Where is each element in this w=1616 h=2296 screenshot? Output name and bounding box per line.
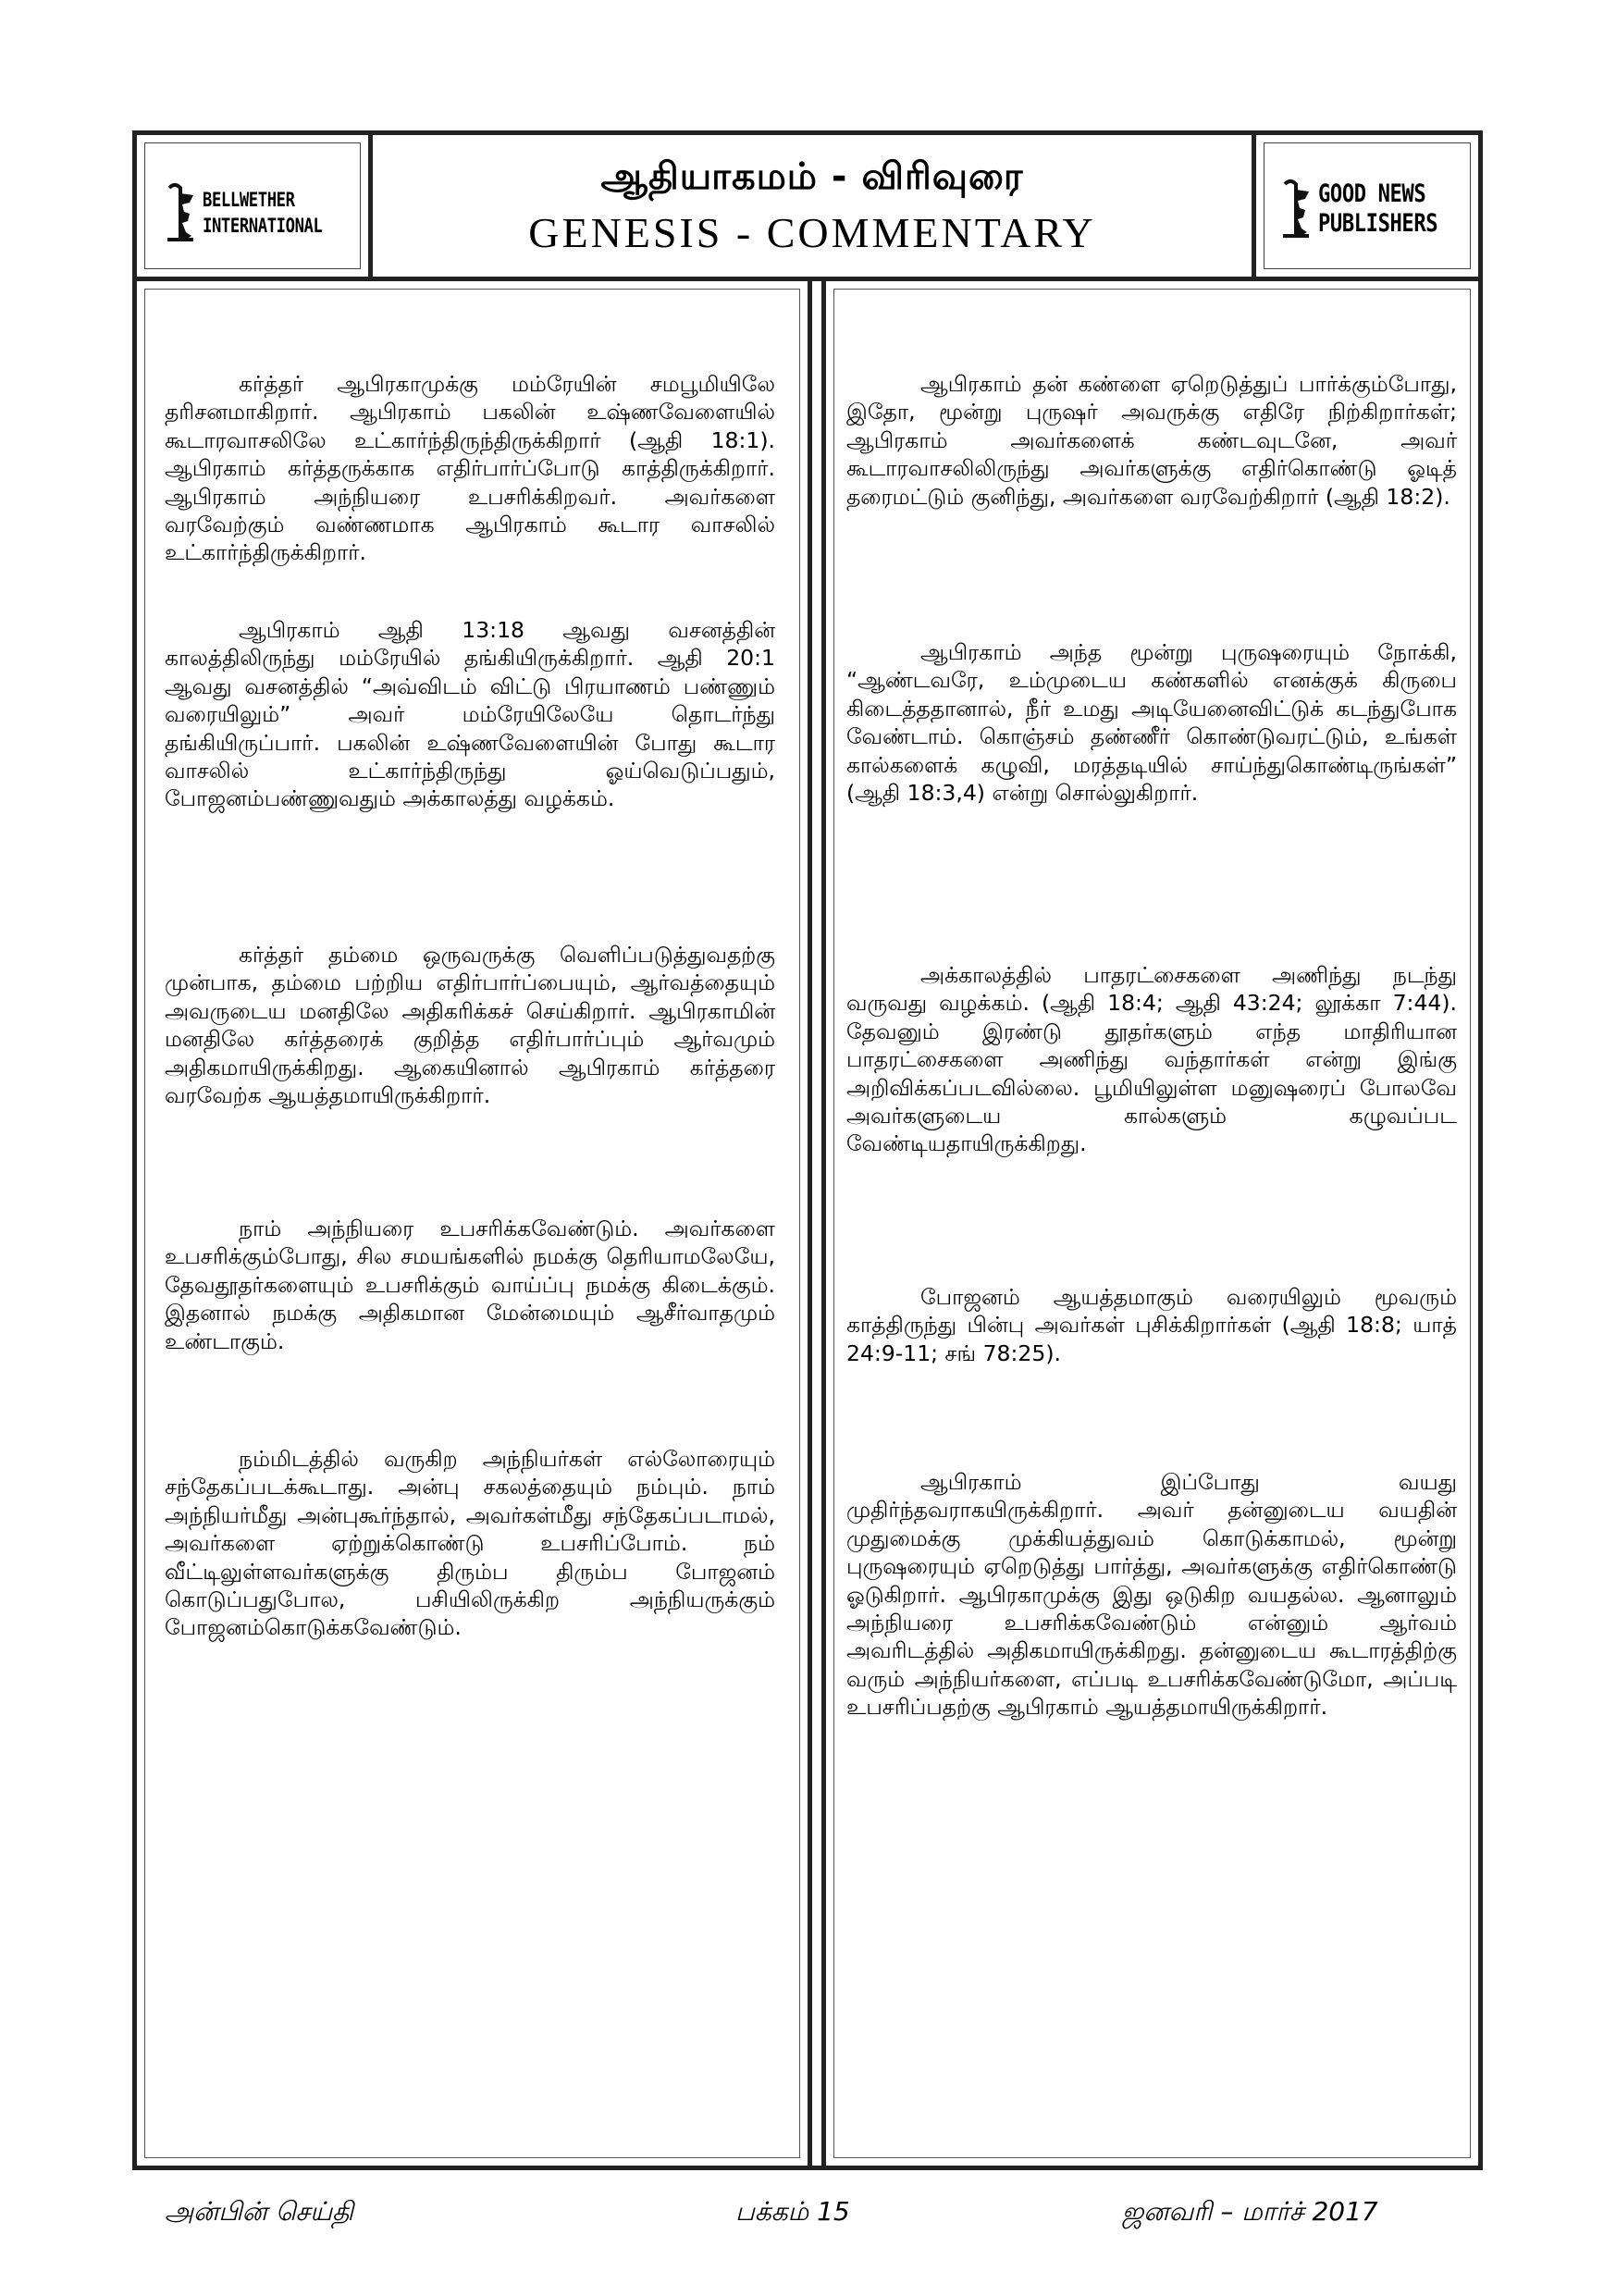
right-column-box [833,289,1471,2158]
footer-magazine-name: அன்பின் செய்தி [165,2196,354,2227]
bellwether-logo-line2: INTERNATIONAL [203,215,323,237]
paragraph-text: கர்த்தர் ஆபிரகாமுக்கு மம்ரேயின் சமபூமியிலே தரிசனமாகிறார். ஆபிரகாம் பகலின் உஷ்ணவேளையில் கூடாரவாசலிலே உட்கார்ந்திருந்திருக்கிறார் (ஆதி 18:1). ஆபிரகாம் கர்த்தருக்காக எதிர்பார்ப்போடு காத்திருக்கிறார். ஆபிரகாம் அந்நியரை உபசரிக்கிறவர். அவர்களை வரவேற்கும் வண்ணமாக ஆபிரகாம் கூடார வாசலில் உட்கார்ந்திருக்கிறார். [165,371,775,566]
left-column [137,281,812,2166]
footer-page-number: பக்கம் 15 [735,2196,850,2227]
bellwether-logo-line1: BELLWETHER [203,189,295,211]
shepherd-icon [1277,177,1314,241]
paragraph-text: நம்மிடத்தில் வருகிற அந்நியர்கள் எல்லோரையும் சந்தேகப்படக்கூடாது. அன்பு சகலத்தையும் நம்பும். நாம் அந்நியர்மீது அன்புகூர்ந்தால், அவர்கள்மீது சந்தேகப்படாமல், அவர்களை ஏற்றுக்கொண்டு உபசரிப்போம். நம் வீட்டிலுள்ளவர்களுக்கு திரும்ப திரும்ப போஜனம் கொடுப்பதுபோல, பசியிலிருக்கிற அந்நியருக்கும் போஜனம்கொடுக்கவேண்டும். [165,1446,775,1641]
paragraph [165,370,775,567]
paragraph [165,1215,775,1355]
good-news-logo-line1: GOOD NEWS [1318,179,1426,208]
header-title-cell [373,135,1252,277]
paragraph [165,616,775,813]
paragraph-text: ஆபிரகாம் அந்த மூன்று புருஷரையும் நோக்கி, “ஆண்டவரே, உம்முடைய கண்களில் எனக்குக் கிருபை கிடைத்ததானால், நீர் உமது அடியேனைவிட்டுக் கடந்துபோக வேண்டாம். கொஞ்சம் தண்ணீர் கொண்டுவரட்டும், உங்கள் கால்களைக் கழுவி, மரத்தடியில் சாய்ந்துகொண்டிருங்கள்” (ஆதி 18:3,4) என்று சொல்லுகிறார். [846,639,1457,807]
paragraph [846,961,1457,1158]
footer-date: ஜனவரி – மார்ச் 2017 [1122,2196,1378,2227]
paragraph-text: ஆபிரகாம் ஆதி 13:18 ஆவது வசனத்தின் காலத்திலிருந்து மம்ரேயில் தங்கியிருக்கிறார். ஆதி 20:1 ஆவது வசனத்தில் “அவ்விடம் விட்டு பிரயாணம் பண்ணும் வரையிலும்” அவர் மம்ரேயிலேயே தொடர்ந்து தங்கியிருப்பார். பகலின் உஷ்ணவேளையின் போது கூடார வாசலில் உட்கார்ந்திருந்து ஓய்வெடுப்பதும், போஜனம்பண்ணுவதும் அக்காலத்து வழக்கம். [165,617,775,812]
paragraph-text: அக்காலத்தில் பாதரட்சைகளை அணிந்து நடந்து வருவது வழக்கம். (ஆதி 18:4; ஆதி 43:24; லூக்கா 7:44). தேவனும் இரண்டு தூதர்களும் எந்த மாதிரியான பாதரட்சைகளை அணிந்து வந்தார்கள் என்று இங்கு அறிவிக்கப்படவில்லை. பூமியிலுள்ள மனுஷரைப் போலவே அவர்களுடைய கால்களும் கழுவப்பட வேண்டியதாயிருக்கிறது. [846,962,1457,1157]
good-news-logo [1277,177,1464,241]
page-header [137,135,1478,281]
page-frame [132,130,1483,2170]
paragraph-text: போஜனம் ஆயத்தமாகும் வரையிலும் மூவரும் காத்திருந்து பின்பு அவர்கள் புசிக்கிறார்கள் (ஆதி 18:8; யாத் 24:9-11; சங் 78:25). [846,1284,1457,1366]
paragraph [846,1283,1457,1367]
right-column [821,281,1478,2166]
paragraph-text: கர்த்தர் தம்மை ஒருவருக்கு வெளிப்படுத்துவதற்கு முன்பாக, தம்மை பற்றிய எதிர்பார்ப்பையும், ஆர்வத்தையும் அவருடைய மனதிலே அதிகரிக்கச் செய்கிறார். ஆபிரகாமின் மனதிலே கர்த்தரைக் குறித்த எதிர்பார்ப்பும் ஆர்வமும் அதிகமாயிருக்கிறது. ஆகையினால் ஆபிரகாம் கர்த்தரை வரவேற்க ஆயத்தமாயிருக்கிறார். [165,942,775,1109]
header-right-logo-cell [1252,135,1478,277]
good-news-logo-line2: PUBLISHERS [1318,209,1438,238]
header-left-logo-cell [137,135,373,277]
logo-box-right [1264,142,1471,269]
paragraph [846,370,1457,511]
title-english: GENESIS - COMMENTARY [528,209,1096,256]
paragraph [846,638,1457,807]
paragraph-text: ஆபிரகாம் இப்போது வயது முதிர்ந்தவராகயிருக்கிறார். அவர் தன்னுடைய வயதின் முதுமைக்கு முக்கியத்துவம் கொடுக்காமல், மூன்று புருஷரையும் ஏறெடுத்து பார்த்து, அவர்களுக்கு எதிர்கொண்டு ஓடுகிறார். ஆபிரகாமுக்கு இது ஒடுகிற வயதல்ல. ஆனாலும் அந்நியரை உபசரிக்கவேண்டும் என்னும் ஆர்வம் அவரிடத்தில் அதிகமாயிருக்கிறது. தன்னுடைய கூடாரத்திற்கு வரும் அந்நியர்களை, எப்படி உபசரிக்கவேண்டுமோ, அப்படி உபசரிப்பதற்கு ஆபிரகாம் ஆயத்தமாயிருக்கிறார். [846,1469,1457,1721]
paragraph-text: நாம் அந்நியரை உபசரிக்கவேண்டும். அவர்களை உபசரிக்கும்போது, சில சமயங்களில் நமக்கு தெரியாமலேயே, தேவதூதர்களையும் உபசரிக்கும் வாய்ப்பு நமக்கு கிடைக்கும். இதனால் நமக்கு அதிகமான மேன்மையும் ஆசீர்வாதமும் உண்டாகும். [165,1216,775,1354]
paragraph [165,1445,775,1642]
paragraph [846,1468,1457,1722]
bellwether-logo [162,180,349,245]
page-content [137,281,1478,2166]
logo-box-left [144,142,361,269]
title-tamil: ஆதியாகமம் - விரிவுரை [600,155,1024,198]
paragraph [165,941,775,1109]
shepherd-icon [162,180,199,245]
paragraph-text: ஆபிரகாம் தன் கண்ளை ஏறெடுத்துப் பார்க்கும்போது, இதோ, மூன்று புருஷர் அவருக்கு எதிரே நிற்கிறார்கள்; ஆபிரகாம் அவர்களைக் கண்டவுடனே, அவர் கூடாரவாசலிலிருந்து அவர்களுக்கு எதிர்கொண்டு ஓடித் தரைமட்டும் குனிந்து, அவர்களை வரவேற்கிறார் (ஆதி 18:2). [846,371,1457,510]
